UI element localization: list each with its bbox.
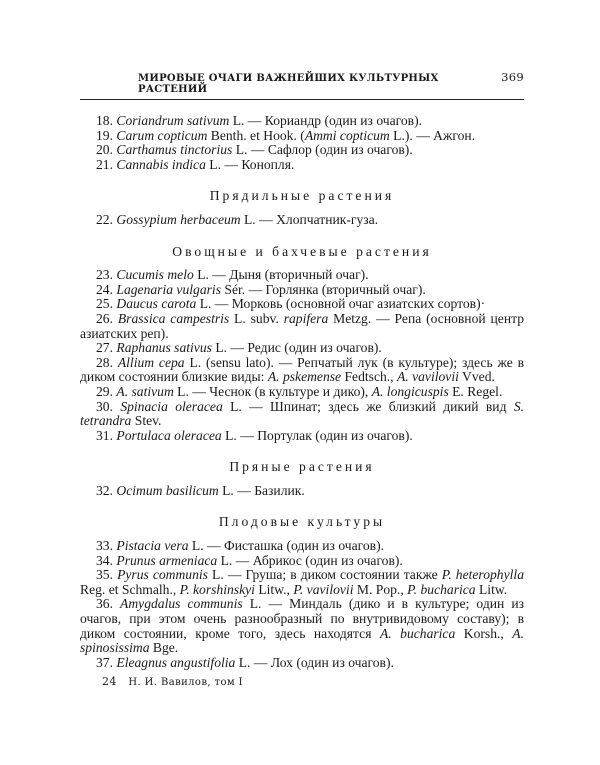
latin-name: Coriandrum sativum xyxy=(116,113,230,128)
latin-name: P. vavilovii xyxy=(293,581,354,597)
latin-name: Ocimum basilicum xyxy=(116,482,219,498)
latin-name: P. heterophylla xyxy=(441,567,524,583)
entry-text: Vved. xyxy=(458,369,495,385)
entry-text: M. Pop., xyxy=(353,581,408,597)
list-entry xyxy=(80,484,524,499)
running-head xyxy=(80,70,524,100)
entry-text: L. — Чеснок (в культуре и дико), xyxy=(173,383,372,399)
latin-name: Daucus carota xyxy=(116,296,197,312)
entry-text: 19. xyxy=(96,127,117,143)
latin-name: Gossypium herbaceum xyxy=(116,211,241,227)
list-entry xyxy=(80,429,524,444)
entry-text: Litw., xyxy=(254,581,294,597)
entry-text: Fedtsch., xyxy=(341,369,397,385)
entry-text: 20. xyxy=(96,142,117,158)
entry-text: 22. xyxy=(96,211,117,227)
page-number: 369 xyxy=(501,70,524,84)
list-entry xyxy=(80,356,524,385)
entry-text: 18. xyxy=(96,113,117,128)
entry-text: 25. xyxy=(96,296,117,312)
latin-name: Lagenaria vulgaris xyxy=(116,281,221,297)
latin-name: A. spinosissima xyxy=(80,625,524,656)
page-body xyxy=(80,114,524,670)
entry-text: Benth. et Hook. ( xyxy=(207,127,305,143)
latin-name: Portulaca oleracea xyxy=(116,427,222,443)
entry-text: L.). — Ажгон. xyxy=(389,127,476,143)
entry-text: L. — Миндаль (дико и в культуре; один из очагов, при этом очень разнообразный по внутривидовому составу); в диком состоянии, кроме того, здесь находятся xyxy=(80,596,524,641)
footer-text: Н. И. Вавилов, том I xyxy=(128,677,243,689)
entry-text: Reg. et Schmalh., xyxy=(80,581,180,597)
latin-name: P. korshinskyi xyxy=(179,581,255,597)
entry-text: 36. xyxy=(96,596,121,612)
entry-text: E. Regel. xyxy=(448,383,503,399)
entry-text: 27. xyxy=(96,340,117,356)
latin-name: Carum copticum xyxy=(116,127,208,143)
entry-text: L. — Шпинат; здесь же близкий дикий вид xyxy=(222,398,514,414)
entry-text: Litw. xyxy=(475,581,508,597)
entry-text: L. — Груша; в диком состоянии также xyxy=(207,567,442,583)
section-heading: Пряные растения xyxy=(229,459,375,475)
list-entry xyxy=(80,656,524,671)
latin-name: Eleagnus angustifolia xyxy=(116,654,236,670)
entry-text: Sér. — Горлянка (вторичный очаг). xyxy=(221,281,426,297)
list-entry xyxy=(80,341,524,356)
latin-name: Raphanus sativus xyxy=(116,340,212,356)
latin-name: A. pskemense xyxy=(267,369,342,385)
latin-name: A. bucharica xyxy=(379,625,456,641)
latin-name: Cannabis indica xyxy=(116,156,206,172)
entry-text: L. — Базилик. xyxy=(218,482,305,498)
entry-text: 29. xyxy=(96,383,117,399)
entry-text: 23. xyxy=(96,267,117,283)
page-footer xyxy=(80,675,524,688)
latin-name: A. sativum xyxy=(116,383,174,399)
latin-name: Allium cepa xyxy=(117,354,185,370)
list-entry xyxy=(80,283,524,298)
latin-name: Pyrus communis xyxy=(117,567,208,583)
list-entry xyxy=(80,143,524,158)
latin-name: Prunus armeniaca xyxy=(116,552,218,568)
entry-text: 37. xyxy=(96,654,117,670)
entry-text: L. — Конопля. xyxy=(205,156,295,172)
entry-text: L. subv. xyxy=(229,310,284,326)
entry-text: Bge. xyxy=(149,640,179,656)
latin-name: P. bucharica xyxy=(407,581,476,597)
latin-name: A. longicuspis xyxy=(371,383,449,399)
list-entry xyxy=(80,539,524,554)
entry-text: L. — Фисташка (один из очагов). xyxy=(188,538,385,554)
entry-text: L. — Лох (один из очагов). xyxy=(235,654,394,670)
list-entry xyxy=(80,114,524,129)
latin-name: Brassica campestris xyxy=(117,310,230,326)
entry-text: L. — Кориандр (один из очагов). xyxy=(229,113,423,128)
entry-text: 24. xyxy=(96,281,117,297)
book-page xyxy=(80,70,524,688)
section-heading: Овощные и бахчевые растения xyxy=(172,243,432,259)
latin-name: S. tetrandra xyxy=(80,398,525,429)
entry-text: 28. xyxy=(96,354,118,370)
latin-name: Carthamus tinctorius xyxy=(116,142,233,158)
entry-text: 21. xyxy=(96,156,117,172)
entry-text: L. — Дыня (вторичный очаг). xyxy=(193,267,369,283)
entry-text: Stev. xyxy=(131,413,162,429)
entry-text: L. (sensu lato). — Репчатый лук (в культуре); здесь же в диком состоянии близкие виды: xyxy=(80,354,525,385)
list-entry xyxy=(80,297,524,312)
latin-name: rapifera xyxy=(283,310,329,326)
entry-text: 30. xyxy=(96,398,121,414)
entry-text: 26. xyxy=(96,310,118,326)
list-entry xyxy=(80,554,524,569)
latin-name: A. vavilovii xyxy=(396,369,459,385)
list-entry xyxy=(80,213,524,228)
entry-text: L. — Портулак (один из очагов). xyxy=(221,427,413,443)
latin-name: Spinacia oleracea xyxy=(120,398,223,414)
running-head-title: МИРОВЫЕ ОЧАГИ ВАЖНЕЙШИХ КУЛЬТУРНЫХ РАСТЕНИЙ xyxy=(138,73,439,95)
entry-text: L. — Редис (один из очагов). xyxy=(211,340,382,356)
list-entry xyxy=(80,597,524,655)
entry-text: 34. xyxy=(96,552,117,568)
entry-text: 35. xyxy=(96,567,118,583)
entry-text: L. — Морковь (основной очаг азиатских сортов)· xyxy=(196,296,486,312)
list-entry xyxy=(80,568,524,597)
entry-text: Metzg. — Репа (основной центр азиатских реп). xyxy=(80,310,525,341)
entry-text: Korsh., xyxy=(455,625,513,641)
list-entry xyxy=(80,268,524,283)
latin-name: Amygdalus communis xyxy=(120,596,243,612)
entry-text: 33. xyxy=(96,538,117,554)
entry-text: 31. xyxy=(96,427,117,443)
list-entry xyxy=(80,385,524,400)
list-entry xyxy=(80,129,524,144)
latin-name: Cucumis melo xyxy=(116,267,194,283)
signature-mark: 24 xyxy=(102,675,117,689)
latin-name: Ammi copticum xyxy=(304,127,390,143)
entry-text: L. — Абрикос (один из очагов). xyxy=(217,552,403,568)
entry-text: 32. xyxy=(96,482,117,498)
latin-name: Pistacia vera xyxy=(116,538,189,554)
entry-text: L. — Сафлор (один из очагов). xyxy=(232,142,413,158)
list-entry xyxy=(80,312,524,341)
section-heading: Прядильные растения xyxy=(209,188,395,204)
list-entry xyxy=(80,158,524,173)
list-entry xyxy=(80,400,524,429)
entry-text: L. — Хлопчатник-гуза. xyxy=(240,211,379,227)
section-heading: Плодовые культуры xyxy=(218,514,386,530)
